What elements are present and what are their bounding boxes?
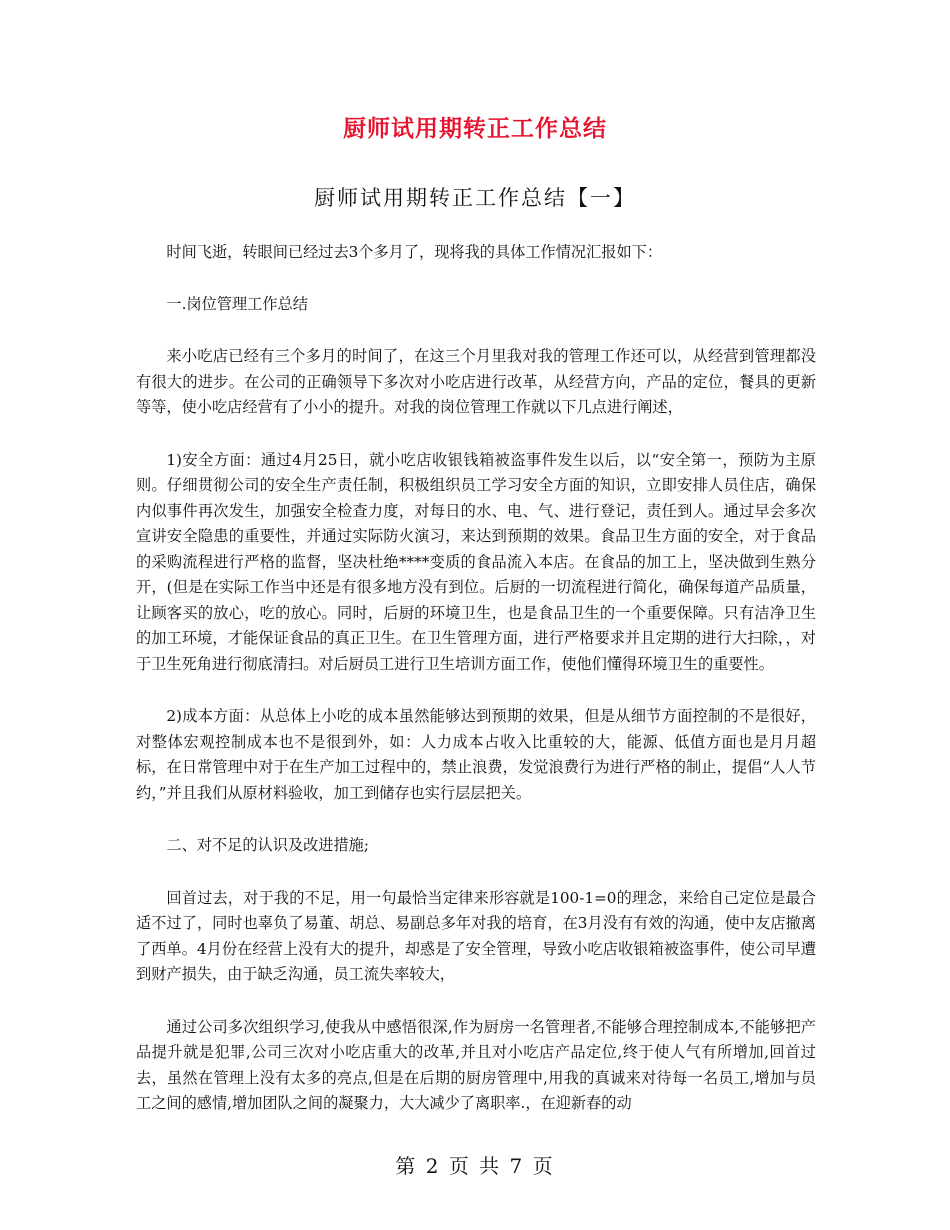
paragraph-learning: 通过公司多次组织学习,使我从中感悟很深,作为厨房一名管理者,不能够合理控制成本,不能够把产品提升就是犯罪,公司三次对小吃店重大的改革,并且对小吃店产品定位,终于使人气有所增加,回首过去，虽然在管理上没有太多的亮点,但是在后期的厨房管理中,用我的真诚来对待每一名员工,增加与员工之间的感情,增加团队之间的凝聚力，大大减少了离职率.，在迎新春的动 xyxy=(136,1017,816,1112)
paragraph-intro: 时间飞逝，转眼间已经过去3个多月了，现将我的具体工作情况汇报如下： xyxy=(166,243,663,261)
section-subtitle: 厨师试用期转正工作总结【一】 xyxy=(314,186,636,210)
document-body xyxy=(136,240,816,1117)
section-heading-post-management: 一.岗位管理工作总结 xyxy=(166,294,308,313)
paragraph-management-overview: 来小吃店已经有三个多月的时间了，在这三个月里我对我的管理工作还可以，从经营到管理都没有很大的进步。在公司的正确领导下多次对小吃店进行改革，从经营方向，产品的定位，餐具的更新等等，使小吃店经营有了小小的提升。对我的岗位管理工作就以下几点进行阐述， xyxy=(136,347,816,416)
paragraph-safety: 1)安全方面：通过4月25日，就小吃店收银钱箱被盗事件发生以后，以“安全第一，预防为主原则。仔细贯彻公司的安全生产责任制，积极组织员工学习安全方面的知识，立即安排人员住店，确保内似事件再次发生，加强安全检查力度，对每日的水、电、气、进行登记，责任到人。通过早会多次宣讲安全隐患的重要性，并通过实际防火演习，来达到预期的效果。食品卫生方面的安全，对于食品的采购流程进行严格的监督，坚决杜绝****变质的食品流入本店。在食品的加工上，坚决做到生熟分开，(但是在实际工作当中还是有很多地方没有到位。后厨的一切流程进行简化，确保每道产品质量，让顾客买的放心，吃的放心。同时，后厨的环境卫生，也是食品卫生的一个重要保障。只有洁净卫生的加工环境，才能保证食品的真正卫生。在卫生管理方面，进行严格要求并且定期的进行大扫除，，对于卫生死角进行彻底清扫。对后厨员工进行卫生培训方面工作，使他们懂得环境卫生的重要性。 xyxy=(136,450,816,673)
paragraph-reflection: 回首过去，对于我的不足，用一句最恰当定律来形容就是100-1=0的理念，来给自己定位是最合适不过了，同时也辜负了易董、胡总、易副总多年对我的培育，在3月没有有效的沟通，使中友店撤离了西单。4月份在经营上没有大的提升，却惑是了安全管理，导致小吃店收银箱被盗事件，使公司早遭到财产损失，由于缺乏沟通，员工流失率较大， xyxy=(136,888,816,983)
page-number-footer: 第 2 页 共 7 页 xyxy=(395,1154,555,1178)
section-heading-shortcomings: 二、对不足的认识及改进措施; xyxy=(166,836,369,854)
document-title: 厨师试用期转正工作总结 xyxy=(343,116,607,142)
paragraph-cost: 2)成本方面：从总体上小吃的成本虽然能够达到预期的效果，但是从细节方面控制的不是很好，对整体宏观控制成本也不是很到外，如：人力成本占收入比重较的大，能源、低值方面也是月月超标，在日常管理中对于在生产加工过程中的，禁止浪费，发觉浪费行为进行严格的制止，提倡“人人节约，”并且我们从原材料验收，加工到储存也实行层层把关。 xyxy=(136,707,816,802)
